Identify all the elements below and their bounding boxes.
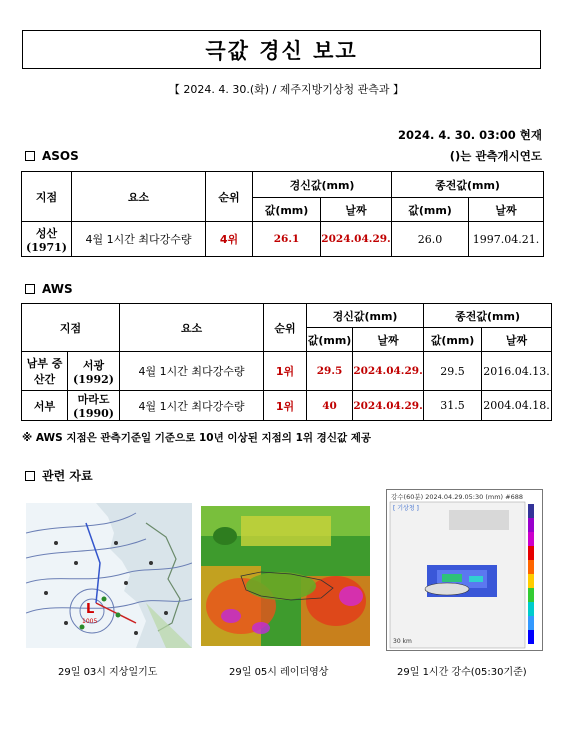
old-value-cell: 31.5 — [424, 391, 482, 421]
element-cell: 4월 1시간 최다강수량 — [72, 222, 206, 257]
surface-weather-chart-image — [26, 503, 192, 648]
aws-header-station: 지점 — [22, 304, 120, 352]
asos-header-previous: 종전값(mm) — [392, 172, 544, 198]
station-name: 마라도 — [77, 393, 110, 406]
report-datetime: 2024. 4. 30. 03:00 현재 — [398, 128, 542, 142]
aws-header-new-date: 날짜 — [353, 328, 424, 352]
asos-heading-label: ASOS — [42, 149, 79, 163]
asos-note: ()는 관측개시연도 — [449, 149, 542, 163]
square-bullet-icon — [25, 151, 35, 161]
old-value-cell: 29.5 — [424, 352, 482, 391]
element-cell: 4월 1시간 최다강수량 — [120, 352, 264, 391]
radar-image — [201, 506, 370, 646]
station-year: (1992) — [72, 372, 115, 386]
station-name: 서광 — [82, 358, 105, 372]
aws-table — [21, 303, 552, 421]
table-row — [22, 352, 552, 391]
precip-header: 강수(60분) 2024.04.29.05:30 (mm) #688 — [391, 493, 523, 501]
report-subtitle: 【 2024. 4. 30.(화) / 제주지방기상청 관측과 】 — [168, 83, 405, 96]
report-title-box — [22, 30, 541, 69]
kma-label: [ 기상청 ] — [393, 505, 419, 512]
asos-heading — [25, 149, 79, 163]
aws-header-element: 요소 — [120, 304, 264, 352]
rank-cell: 4위 — [206, 222, 253, 257]
asos-header-rank: 순위 — [206, 172, 253, 222]
asos-header-new-date: 날짜 — [321, 198, 392, 222]
precipitation-color-scale — [528, 504, 534, 644]
asos-table — [21, 171, 544, 257]
aws-heading — [25, 282, 73, 296]
asos-header-old-date: 날짜 — [469, 198, 544, 222]
references-heading-label: 관련 자료 — [42, 469, 93, 483]
references-heading — [25, 467, 93, 484]
region-cell: 서부 — [22, 391, 68, 421]
rank-cell: 1위 — [264, 391, 307, 421]
figure-caption: 29일 05시 레이더영상 — [229, 667, 329, 678]
figure-caption: 29일 03시 지상일기도 — [58, 667, 158, 678]
new-date-cell: 2024.04.29. — [353, 391, 424, 421]
aws-header-old-value: 값(mm) — [424, 328, 482, 352]
old-date-cell: 2016.04.13. — [482, 352, 552, 391]
aws-footnote: ※ AWS 지점은 관측기준일 기준으로 10년 이상된 지점의 1위 경신값 제공 — [22, 432, 372, 444]
asos-header-station: 지점 — [22, 172, 72, 222]
station-cell — [22, 222, 72, 257]
square-bullet-icon — [25, 284, 35, 294]
new-value-cell: 40 — [307, 391, 353, 421]
aws-header-new-value: 값(mm) — [307, 328, 353, 352]
aws-header-old-date: 날짜 — [482, 328, 552, 352]
low-pressure-label: L — [86, 602, 95, 617]
asos-header-new-value: 값(mm) — [253, 198, 321, 222]
aws-header-previous: 종전값(mm) — [424, 304, 552, 328]
table-row — [22, 391, 552, 421]
table-row — [22, 222, 544, 257]
aws-header-renewed: 경신값(mm) — [307, 304, 424, 328]
region-cell: 남부 중산간 — [22, 352, 68, 391]
old-date-cell: 2004.04.18. — [482, 391, 552, 421]
station-year: (1971) — [25, 240, 68, 254]
new-date-cell: 2024.04.29. — [321, 222, 392, 257]
new-value-cell: 26.1 — [253, 222, 321, 257]
old-value-cell: 26.0 — [392, 222, 469, 257]
aws-heading-label: AWS — [42, 282, 73, 296]
station-cell — [68, 391, 120, 421]
square-bullet-icon — [25, 471, 35, 481]
new-value-cell: 29.5 — [307, 352, 353, 391]
low-pressure-value: 1005 — [82, 618, 98, 625]
precipitation-map-image — [386, 489, 543, 651]
new-date-cell: 2024.04.29. — [353, 352, 424, 391]
figure-caption: 29일 1시간 강수(05:30기준) — [397, 667, 527, 678]
asos-header-old-value: 값(mm) — [392, 198, 469, 222]
old-date-cell: 1997.04.21. — [469, 222, 544, 257]
aws-header-rank: 순위 — [264, 304, 307, 352]
station-name: 성산 — [35, 226, 58, 240]
scale-label: 30 km — [393, 638, 412, 645]
asos-header-renewed: 경신값(mm) — [253, 172, 392, 198]
element-cell: 4월 1시간 최다강수량 — [120, 391, 264, 421]
station-cell — [68, 352, 120, 391]
report-title: 극값 경신 보고 — [205, 38, 358, 63]
station-year: (1990) — [72, 407, 115, 420]
rank-cell: 1위 — [264, 352, 307, 391]
asos-header-element: 요소 — [72, 172, 206, 222]
